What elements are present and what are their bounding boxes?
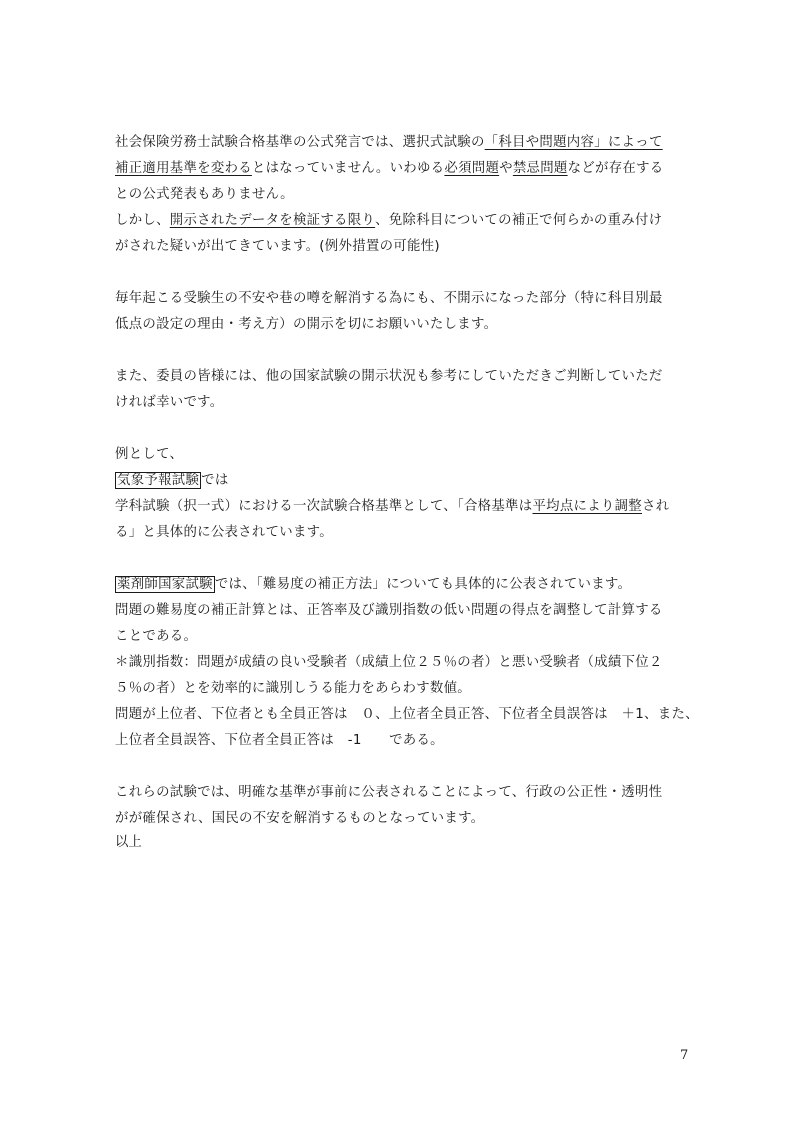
underlined-text: 必須問題: [444, 161, 500, 176]
text-segment: され: [642, 499, 670, 514]
text-line: 問題が上位者、下位者とも全員正答は ０、上位者全員正答、下位者全員誤答は ＋1、また、: [115, 707, 699, 722]
text-segment: や: [499, 161, 513, 176]
underlined-text: 開示されたデータを検証する限り: [169, 213, 376, 228]
text-line: [115, 494, 690, 520]
paragraph-gap: [115, 754, 690, 780]
underlined-text: 「科目や問題内容」によって: [484, 135, 663, 150]
text-segment: では、「難易度の補正方法」についても具体的に公表されています。: [214, 577, 632, 592]
paragraph-committee: [115, 364, 690, 416]
text-segment: 、免除科目についての補正で何らかの重み付け: [375, 213, 663, 228]
text-line: 上位者全員誤答、下位者全員正答は -1 である。: [115, 733, 444, 748]
text-line: 低点の設定の理由・考え方）の開示を切にお願いいたします。: [115, 317, 498, 332]
paragraph-pharmacist-exam: [115, 572, 699, 754]
boxed-term: 気象予報試験: [117, 473, 200, 488]
boxed-term: 薬剤師国家試験: [117, 577, 213, 592]
text-line: [115, 572, 690, 598]
text-line: [115, 468, 690, 494]
underlined-text: 平均点により: [532, 499, 615, 514]
paragraph-request: [115, 286, 690, 338]
paragraph-gap: [115, 546, 690, 572]
text-line: [115, 156, 690, 182]
text-line: [115, 130, 690, 156]
text-line: これらの試験では、明確な基準が事前に公表されることによって、行政の公正性・透明性: [115, 785, 663, 800]
document-body: [115, 130, 699, 832]
text-segment: しかし、: [115, 213, 170, 228]
paragraph-disclosure-criteria: [115, 130, 690, 260]
text-line: ＊識別指数：問題が成績の良い受験者（成績上位２５％の者）と悪い受験者（成績下位２: [115, 655, 663, 670]
text-line: [115, 208, 690, 234]
text-line: ５％の者）とを効率的に識別しうる能力をあらわす数値。: [115, 681, 471, 696]
text-line: ことである。: [115, 629, 198, 644]
page-number: 7: [680, 1048, 689, 1063]
text-segment: では: [201, 473, 229, 488]
text-segment: 社会保険労務士試験合格基準の公式発言では、選択式試験の: [115, 135, 485, 150]
text-line: ければ幸いです。: [115, 395, 224, 410]
paragraph-gap: [115, 260, 690, 286]
underlined-text: 調整: [614, 499, 642, 514]
text-line: がされた疑いが出てきています。(例外措置の可能性): [115, 239, 440, 254]
text-segment: 学科試験（択一式）における一次試験合格基準として、「合格基準は: [115, 499, 533, 514]
text-segment: とはなっていません。いわゆる: [251, 161, 445, 176]
text-line: また、委員の皆様には、他の国家試験の開示状況も参考にしていただきご判断していただ: [115, 369, 663, 384]
underlined-text: 補正適用基準を変わる: [115, 161, 252, 176]
text-line: る」と具体的に公表されています。: [115, 525, 333, 540]
text-segment: などが存在する: [567, 161, 664, 176]
paragraph-weather-exam: [115, 442, 690, 546]
text-line: との公式発表もありません。: [115, 187, 294, 202]
closing-text: 以上: [115, 835, 142, 850]
text-line: 毎年起こる受験生の不安や巷の噂を解消する為にも、不開示になった部分（特に科目別最: [115, 291, 663, 306]
paragraph-conclusion: [115, 780, 690, 832]
underlined-text: 禁忌問題: [512, 161, 568, 176]
paragraph-gap: [115, 416, 690, 442]
text-line: 例として、: [115, 447, 184, 462]
text-line: 問題の難易度の補正計算とは、正答率及び識別指数の低い問題の得点を調整して計算する: [115, 603, 663, 618]
paragraph-gap: [115, 338, 690, 364]
text-line: がが確保され、国民の不安を解消するものとなっています。: [115, 811, 485, 826]
